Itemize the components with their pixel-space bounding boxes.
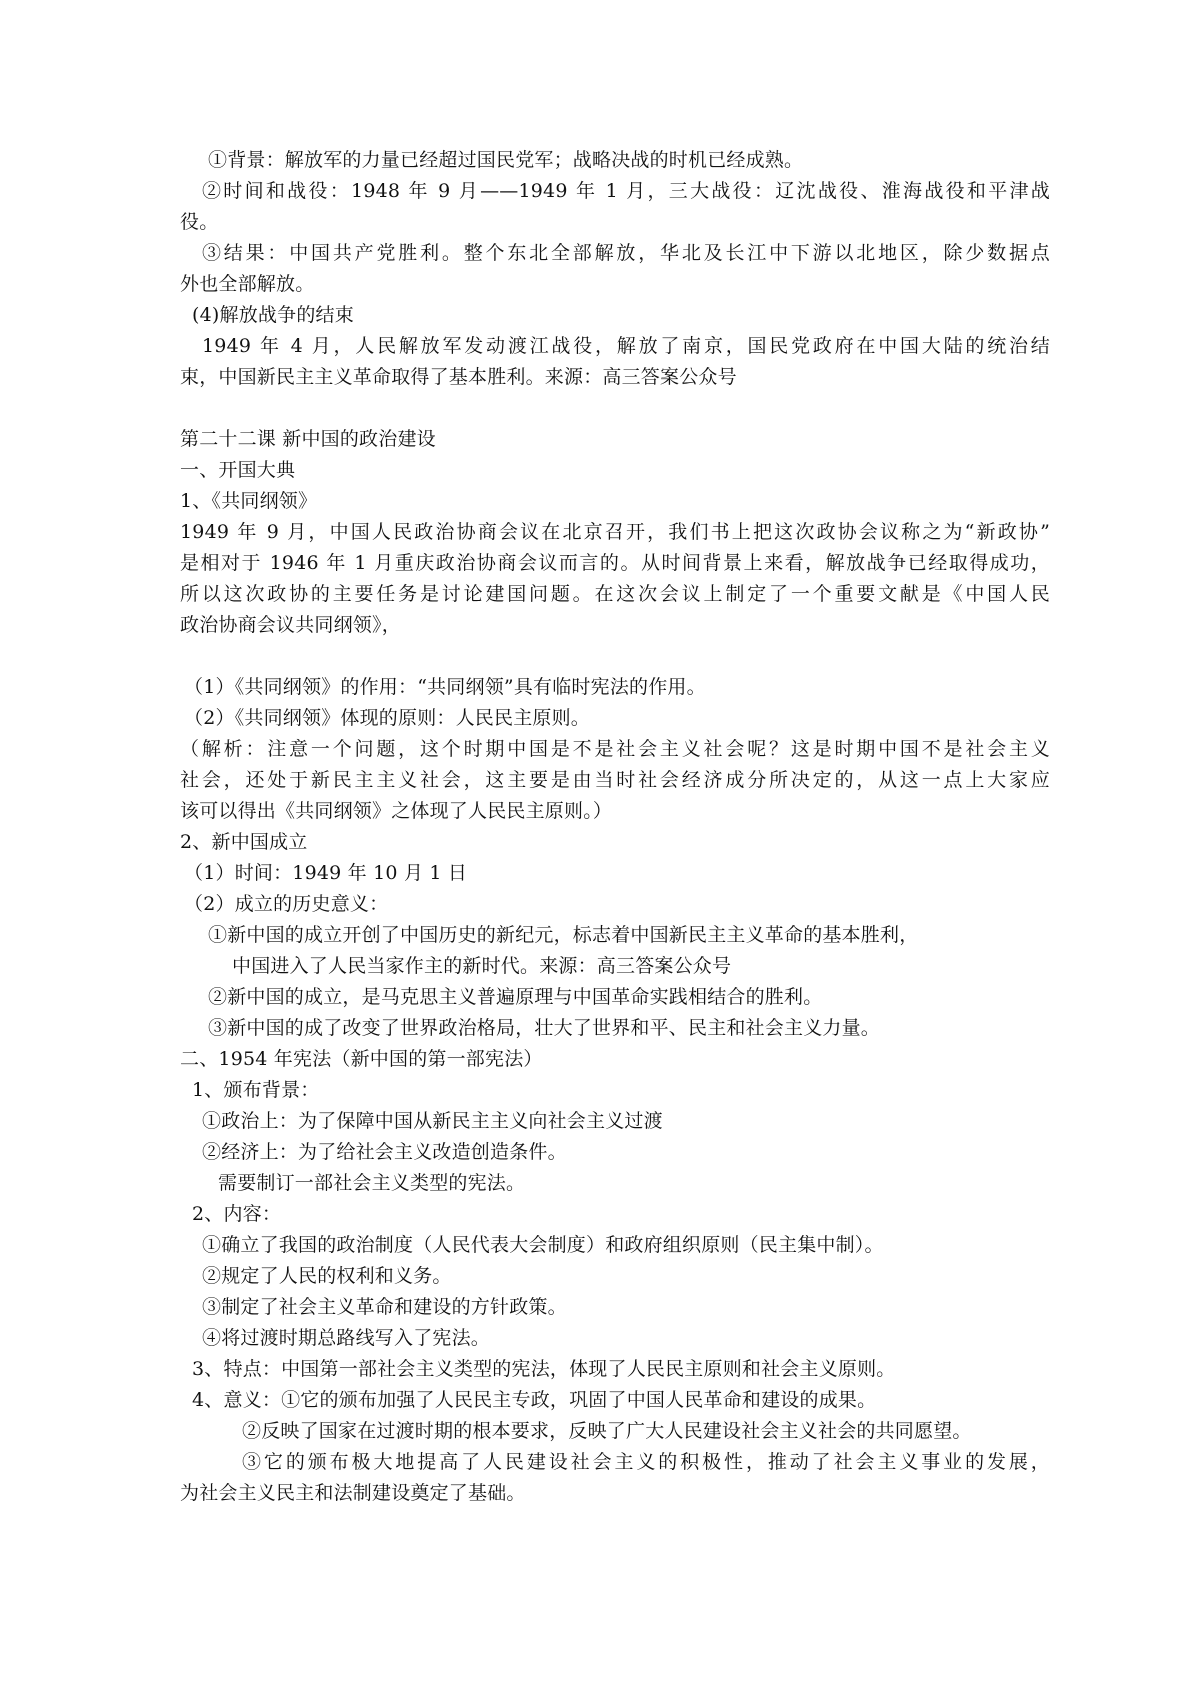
lesson-title: 第二十二课 新中国的政治建设 xyxy=(180,428,436,450)
text-line: ④将过渡时期总路线写入了宪法。 xyxy=(202,1327,491,1349)
text-line: 为社会主义民主和法制建设奠定了基础。 xyxy=(180,1482,526,1504)
subsection-heading: 2、新中国成立 xyxy=(180,831,308,853)
text-line: （2）成立的历史意义： xyxy=(184,893,389,915)
subsection-heading: 1、《共同纲领》 xyxy=(180,490,318,512)
subsection-heading: 1、颁布背景： xyxy=(192,1079,320,1101)
text-line: 社会，还处于新民主主义社会，这主要是由当时社会经济成分所决定的，从这一点上大家应 xyxy=(180,769,1050,791)
text-line: （1）时间：1949 年 10 月 1 日 xyxy=(184,862,468,884)
text-line: 政治协商会议共同纲领》， xyxy=(180,614,401,636)
text-line: 役。 xyxy=(180,211,219,233)
section-heading: (4)解放战争的结束 xyxy=(192,304,354,326)
text-line: 是相对于 1946 年 1 月重庆政治协商会议而言的。从时间背景上来看，解放战争已经取得成功， xyxy=(180,552,1050,574)
text-line: 所以这次政协的主要任务是讨论建国问题。在这次会议上制定了一个重要文献是《中国人民 xyxy=(180,583,1050,605)
text-line: 3、特点：中国第一部社会主义类型的宪法，体现了人民民主原则和社会主义原则。 xyxy=(192,1358,896,1380)
text-line: ①新中国的成立开创了中国历史的新纪元，标志着中国新民主主义革命的基本胜利， xyxy=(208,924,919,946)
text-line: ②新中国的成立，是马克思主义普遍原理与中国革命实践相结合的胜利。 xyxy=(208,986,823,1008)
text-line: 需要制订一部社会主义类型的宪法。 xyxy=(218,1172,526,1194)
text-line: ①政治上：为了保障中国从新民主主义向社会主义过渡 xyxy=(202,1110,663,1132)
subsection-heading: 2、内容： xyxy=(192,1203,282,1225)
text-line: 1949 年 9 月，中国人民政治协商会议在北京召开，我们书上把这次政协会议称之为“新政协” xyxy=(180,521,1050,543)
text-line: ①背景：解放军的力量已经超过国民党军；战略决战的时机已经成熟。 xyxy=(208,149,804,171)
text-line: （1）《共同纲领》的作用：“共同纲领”具有临时宪法的作用。 xyxy=(184,676,706,698)
blank-line xyxy=(180,641,1050,672)
text-line: ③制定了社会主义革命和建设的方针政策。 xyxy=(202,1296,567,1318)
text-line: ②时间和战役：1948 年 9 月——1949 年 1 月，三大战役：辽沈战役、淮海战役和平津战 xyxy=(202,180,1050,202)
text-line: 该可以得出《共同纲领》之体现了人民民主原则。） xyxy=(180,800,613,822)
text-line: ②经济上：为了给社会主义改造创造条件。 xyxy=(202,1141,567,1163)
text-line: 束，中国新民主主义革命取得了基本胜利。来源：高三答案公众号 xyxy=(180,366,737,388)
blank-line xyxy=(180,393,1050,424)
section-heading: 二、1954 年宪法（新中国的第一部宪法） xyxy=(180,1048,543,1070)
text-line: （2）《共同纲领》体现的原则：人民民主原则。 xyxy=(184,707,590,729)
text-line: ③它的颁布极大地提高了人民建设社会主义的积极性，推动了社会主义事业的发展， xyxy=(242,1451,1050,1473)
section-heading: 一、开国大典 xyxy=(180,459,296,481)
text-line: ③结果：中国共产党胜利。整个东北全部解放，华北及长江中下游以北地区，除少数据点 xyxy=(202,242,1050,264)
text-line: 外也全部解放。 xyxy=(180,273,315,295)
text-line: ②反映了国家在过渡时期的根本要求，反映了广大人民建设社会主义社会的共同愿望。 xyxy=(242,1420,972,1442)
text-line: 1949 年 4 月，人民解放军发动渡江战役，解放了南京，国民党政府在中国大陆的统治结 xyxy=(202,335,1050,357)
document-body xyxy=(180,145,1050,1509)
text-line: ①确立了我国的政治制度（人民代表大会制度）和政府组织原则（民主集中制）。 xyxy=(202,1234,884,1256)
text-line: ②规定了人民的权利和义务。 xyxy=(202,1265,452,1287)
text-line: （解析：注意一个问题，这个时期中国是不是社会主义社会呢？这是时期中国不是社会主义 xyxy=(180,738,1050,760)
text-line: 中国进入了人民当家作主的新时代。来源：高三答案公众号 xyxy=(232,955,732,977)
text-line: ③新中国的成了改变了世界政治格局，壮大了世界和平、民主和社会主义力量。 xyxy=(208,1017,881,1039)
text-line: 4、意义：①它的颁布加强了人民民主专政，巩固了中国人民革命和建设的成果。 xyxy=(192,1389,877,1411)
